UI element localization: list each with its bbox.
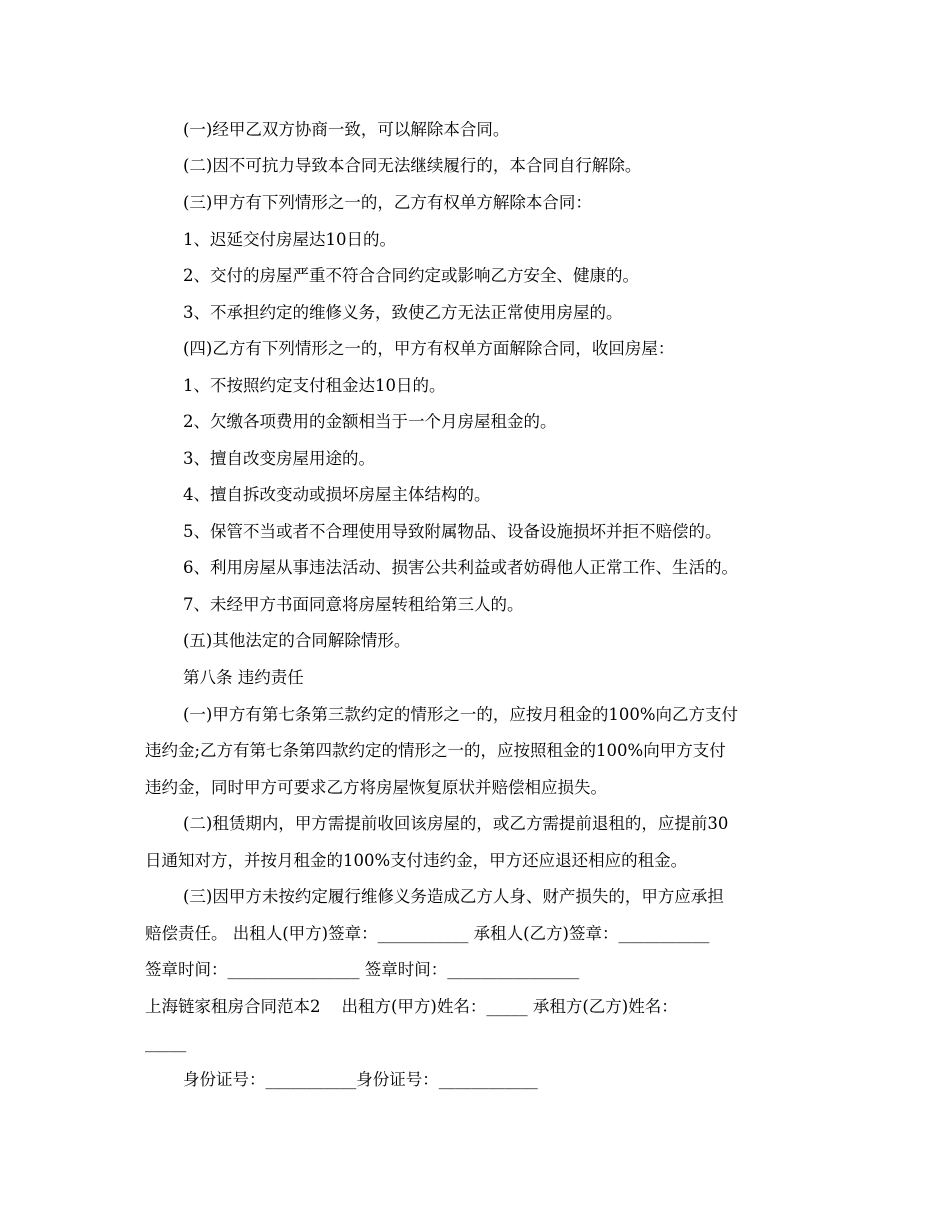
clause-8-2-line-1: (二)租赁期内，甲方需提前收回该房屋的，或乙方需提前退租的，应提前30: [183, 814, 729, 833]
clause-8-2-line-2: 日通知对方，并按月租金的100%支付违约金，甲方还应退还相应的租金。: [145, 851, 688, 870]
clause-8-1-line-1: (一)甲方有第七条第三款约定的情形之一的，应按月租金的100%向乙方支付: [183, 705, 739, 724]
clause-7-4-heading: (四)乙方有下列情形之一的，甲方有权单方面解除合同，收回房屋：: [183, 339, 675, 358]
clause-7-4-item-1: 1、不按照约定支付租金达10日的。: [183, 376, 446, 395]
contract-2-title-line: 上海链家租房合同范本2 出租方(甲方)姓名：_____ 承租方(乙方)姓名：: [145, 997, 678, 1016]
clause-7-4-item-4: 4、擅自拆改变动或损坏房屋主体结构的。: [183, 485, 491, 504]
clause-7-3-item-3: 3、不承担约定的维修义务，致使乙方无法正常使用房屋的。: [183, 303, 623, 322]
clause-7-4-item-3: 3、擅自改变房屋用途的。: [183, 449, 375, 468]
clause-7-3-item-2: 2、交付的房屋严重不符合合同约定或影响乙方安全、健康的。: [183, 266, 639, 285]
clause-7-5: (五)其他法定的合同解除情形。: [183, 631, 411, 650]
clause-7-3-heading: (三)甲方有下列情形之一的，乙方有权单方解除本合同：: [183, 193, 592, 212]
clause-7-4-item-2: 2、欠缴各项费用的金额相当于一个月房屋租金的。: [183, 412, 557, 431]
clause-8-1-line-2: 违约金;乙方有第七条第四款约定的情形之一的，应按照租金的100%向甲方支付: [145, 741, 726, 760]
clause-7-2: (二)因不可抗力导致本合同无法继续履行的，本合同自行解除。: [183, 156, 642, 175]
id-number-line: 身份证号：___________身份证号：____________: [183, 1070, 538, 1089]
signature-date-line: 签章时间：________________ 签章时间：________________: [145, 960, 580, 979]
clause-8-1-line-3: 违约金，同时甲方可要求乙方将房屋恢复原状并赔偿相应损失。: [145, 778, 607, 797]
clause-7-3-item-1: 1、迟延交付房屋达10日的。: [183, 230, 396, 249]
tenant-name-blank: _____: [145, 1033, 187, 1052]
clause-7-4-item-5: 5、保管不当或者不合理使用导致附属物品、设备设施损坏并拒不赔偿的。: [183, 522, 722, 541]
clause-7-1: (一)经甲乙双方协商一致，可以解除本合同。: [183, 120, 510, 139]
article-8-heading: 第八条 违约责任: [183, 668, 304, 687]
clause-7-4-item-7: 7、未经甲方书面同意将房屋转租给第三人的。: [183, 595, 524, 614]
signature-line: 赔偿责任。 出租人(甲方)签章：___________ 承租人(乙方)签章：___________: [145, 924, 710, 943]
clause-7-4-item-6: 6、利用房屋从事违法活动、损害公共利益或者妨碍他人正常工作、生活的。: [183, 558, 738, 577]
clause-8-3-line-1: (三)因甲方未按约定履行维修义务造成乙方人身、财产损失的，甲方应承担: [183, 887, 724, 906]
